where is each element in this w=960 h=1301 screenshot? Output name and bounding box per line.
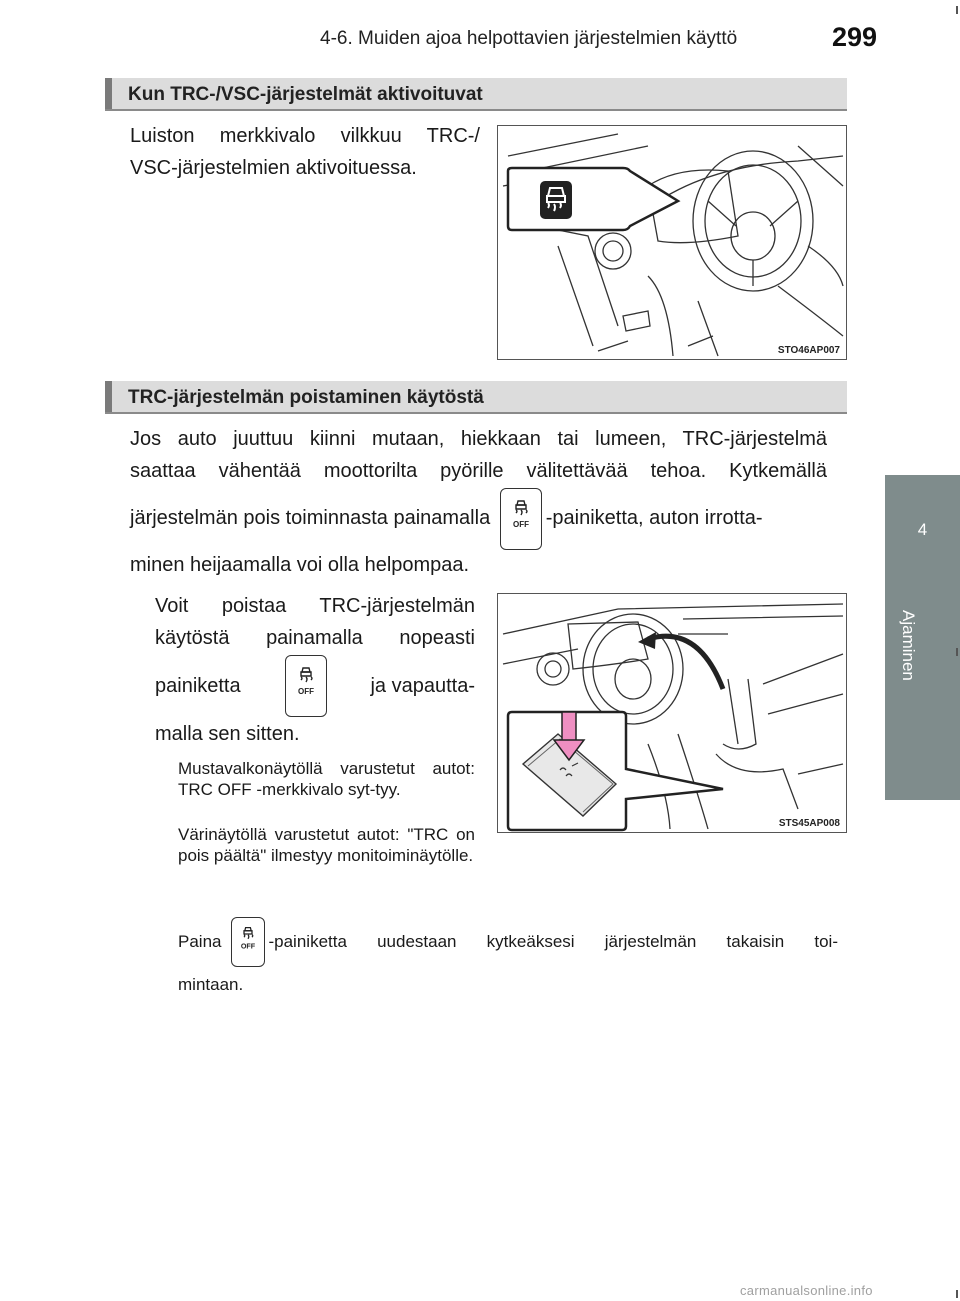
chapter-tab-label-box (880, 610, 940, 730)
section1-line-2: VSC-järjestelmien aktivoituessa. (130, 157, 417, 179)
off-label: OFF (241, 941, 256, 951)
trc-off-button-icon (500, 488, 542, 550)
para-line-3-end: -painiketta, auton irrotta- (545, 507, 763, 529)
off-label: OFF (512, 519, 529, 529)
sub-line-3-end: ja vapautta- (370, 675, 475, 697)
section1-line-1: Luiston merkkivalo vilkkuu TRC-/ (130, 125, 480, 147)
sub-line-3 (155, 654, 475, 718)
watermark: carmanualsonline.info (740, 1283, 873, 1298)
margin-tick (956, 1290, 958, 1298)
figure-code: STO46AP007 (777, 345, 840, 356)
figure-trc-off-button (497, 593, 847, 833)
heading-bar (105, 381, 112, 412)
dashboard-illustration (498, 126, 846, 359)
section-heading-trc-vsc-activation (105, 78, 847, 111)
heading-bar (105, 78, 112, 109)
para-line-3 (130, 487, 827, 549)
para-line-3-start: järjestelmän pois toiminnasta painamalla (130, 507, 491, 529)
sub-line-3-start: painiketta (155, 675, 241, 697)
chapter-title: 4-6. Muiden ajoa helpottavien järjestelmien käyttö (320, 28, 738, 49)
section1-text (130, 120, 480, 184)
para-line-2: saattaa vähentää moottorilta pyörille välitettävää tehoa. Kytkemällä (130, 460, 827, 482)
sub-line-2: käytöstä painamalla nopeasti (155, 627, 475, 649)
trc-off-button-icon (231, 917, 265, 967)
chapter-tab-number: 4 (917, 520, 928, 539)
final-line-start: Paina (178, 932, 222, 951)
figure-code: STS45AP008 (778, 818, 840, 829)
note-color-display: Värinäytöllä varustetut autot: "TRC on pois päältä" ilmestyy monitoiminäytölle. (178, 825, 475, 865)
chapter-tab-label: Ajaminen (899, 610, 918, 681)
margin-tick (956, 648, 958, 656)
console-illustration (498, 594, 846, 832)
final-line-2: mintaan. (178, 975, 244, 994)
off-label: OFF (297, 687, 314, 696)
section-heading-text: Kun TRC-/VSC-järjestelmät aktivoituvat (128, 84, 483, 105)
para-line-4: minen heijaamalla voi olla helpompaa. (130, 554, 470, 576)
para-line-1: Jos auto juuttuu kiinni mutaan, hiekkaan tai lumeen, TRC-järjestelmä (130, 428, 827, 450)
margin-tick (956, 6, 958, 14)
sub-line-1: Voit poistaa TRC-järjestelmän (155, 595, 475, 617)
trc-off-button-icon (285, 655, 327, 717)
final-line-end: -painiketta uudestaan kytkeäksesi järjestelmän takaisin toi- (268, 932, 838, 951)
section2-subtext (155, 590, 475, 750)
section2-paragraph (130, 423, 827, 581)
final-paragraph (178, 912, 838, 995)
final-line-1 (178, 912, 838, 972)
figure-slip-indicator (497, 125, 847, 360)
page-number: 299 (832, 22, 878, 52)
note-monochrome-display: Mustavalkonäytöllä varustetut autot: TRC OFF -merkkivalo syt-tyy. (178, 759, 475, 799)
sub-line-4: malla sen sitten. (155, 723, 300, 745)
section-heading-trc-disable (105, 381, 847, 414)
section-heading-text: TRC-järjestelmän poistaminen käytöstä (128, 387, 484, 408)
